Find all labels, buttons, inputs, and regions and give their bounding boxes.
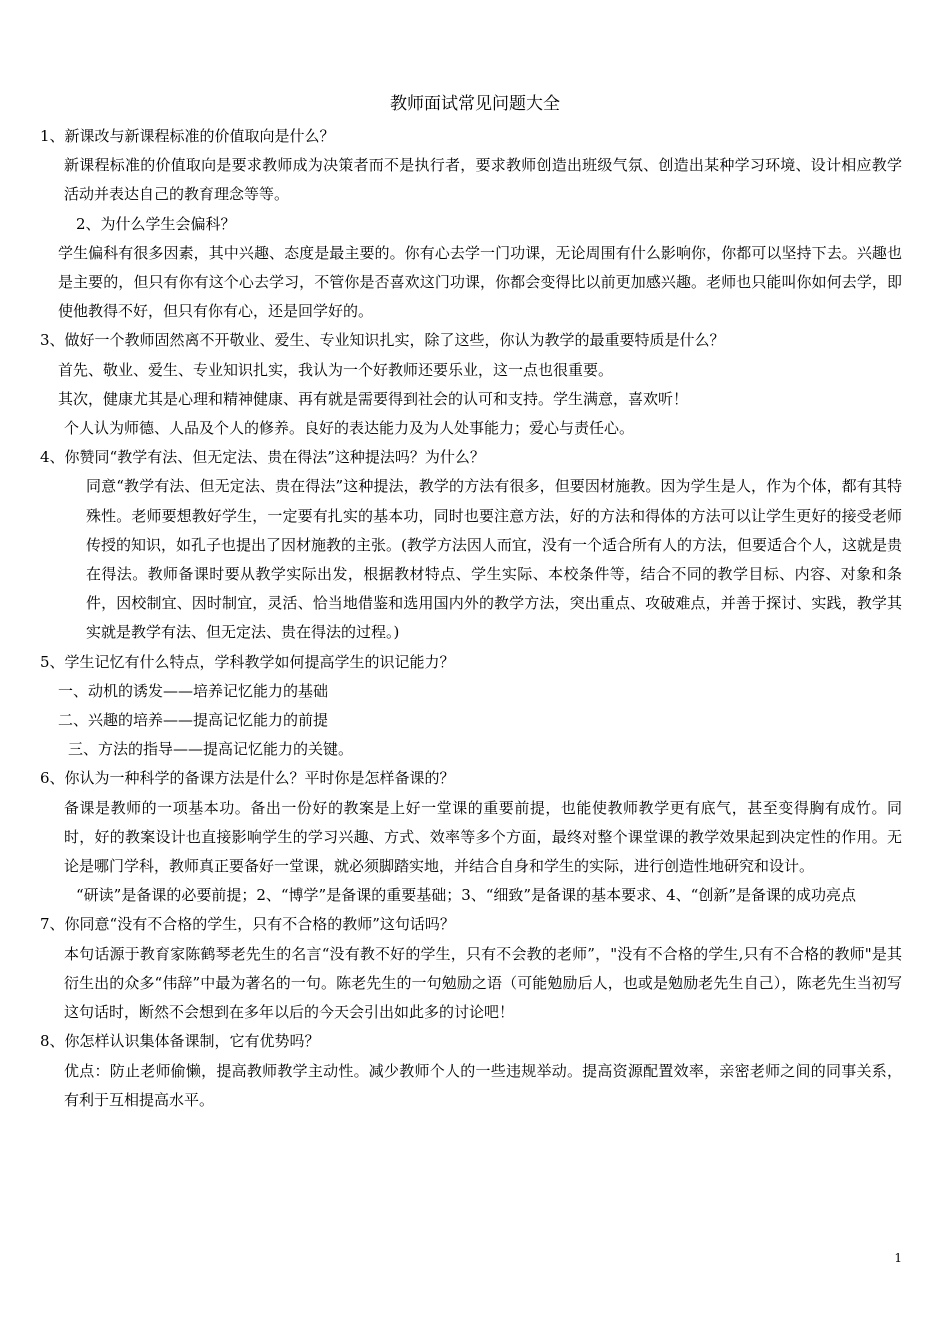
answer-5-item-2: 二、兴趣的培养——提高记忆能力的前提: [58, 711, 329, 730]
answer-6-paragraph-1: 备课是教师的一项基本功。备出一份好的教案是上好一堂课的重要前提，也能使教师教学更有底气，甚至变得胸有成竹。同时，好的教案设计也直接影响学生的学习兴趣、方式、效率等多个方面，最终对整个课堂课的教学效果起到决定性的作用。无论是哪门学科，教师真正要备好一堂课，就必须脚踏实地，并结合自身和学生的实际，进行创造性地研究和设计。: [64, 798, 902, 876]
answer-6-paragraph-2: “研读”是备课的必要前提；2、“博学”是备课的重要基础；3、“细致”是备课的基本要求、4、“创新”是备课的成功亮点: [76, 886, 856, 905]
answer-7-paragraph-1: 本句话源于教育家陈鹤琴老先生的名言“没有教不好的学生，只有不会教的老师”，"没有不合格的学生,只有不合格的教师"是其衍生出的众多“伟辞”中最为著名的一句。陈老先生的一句勉励之语（可能勉励后人，也或是勉励老先生自己），陈老先生当初写这句话时，断然不会想到在多年以后的今天会引出如此多的讨论吧！: [64, 944, 902, 1022]
question-6: 6、你认为一种科学的备课方法是什么？平时你是怎样备课的？: [40, 769, 455, 788]
question-4: 4、你赞同“教学有法、但无定法、贵在得法”这种提法吗？为什么？: [40, 448, 485, 467]
answer-5-item-1: 一、动机的诱发——培养记忆能力的基础: [58, 681, 329, 700]
question-7: 7、你同意“没有不合格的学生，只有不合格的教师”这句话吗？: [40, 915, 455, 934]
answer-5-item-3: 三、方法的指导——提高记忆能力的关键。: [68, 740, 354, 759]
answer-3-paragraph-3: 个人认为师德、人品及个人的修养。良好的表达能力及为人处事能力；爱心与责任心。: [64, 419, 635, 438]
document-title: 教师面试常见问题大全: [390, 94, 560, 114]
question-1: 1、新课改与新课程标准的价值取向是什么？: [40, 127, 335, 145]
answer-3-paragraph-1: 首先、敬业、爱生、专业知识扎实，我认为一个好教师还要乐业，这一点也很重要。: [58, 360, 614, 379]
document-body: [40, 122, 902, 1115]
answer-1-paragraph-1: 新课程标准的价值取向是要求教师成为决策者而不是执行者，要求教师创造出班级气氛、创造出某种学习环境、设计相应教学活动并表达自己的教育理念等等。: [64, 156, 902, 204]
question-8: 8、你怎样认识集体备课制，它有优势吗？: [40, 1032, 320, 1051]
page-number: 1: [894, 1251, 902, 1265]
question-5: 5、学生记忆有什么特点，学科教学如何提高学生的识记能力？: [40, 652, 455, 671]
answer-2-paragraph-1: 学生偏科有很多因素，其中兴趣、态度是最主要的。你有心去学一门功课，无论周围有什么影响你，你都可以坚持下去。兴趣也是主要的，但只有你有这个心去学习，不管你是否喜欢这门功课，你都会变得比以前更加感兴趣。老师也只能叫你如何去学，即使他教得不好，但只有你有心，还是回学好的。: [58, 243, 902, 321]
answer-4-paragraph-1: 同意“教学有法、但无定法、贵在得法”这种提法，教学的方法有很多，但要因材施教。因为学生是人，作为个体，都有其特殊性。老师要想教好学生，一定要有扎实的基本功，同时也要注意方法，好的方法和得体的方法可以让学生更好的接受老师传授的知识，如孔子也提出了因材施教的主张。(教学方法因人而宜，没有一个适合所有人的方法，但要适合个人，这就是贵在得法。教师备课时要从教学实际出发，根据教材特点、学生实际、本校条件等，结合不同的教学目标、内容、对象和条件，因校制宜、因时制宜，灵活、恰当地借鉴和选用国内外的教学方法，突出重点、攻破难点，并善于探讨、实践，教学其实就是教学有法、但无定法、贵在得法的过程。): [86, 477, 902, 642]
question-2: 2、为什么学生会偏科？: [76, 214, 236, 233]
answer-8-paragraph-1: 优点：防止老师偷懒，提高教师教学主动性。减少教师个人的一些违规举动。提高资源配置效率，亲密老师之间的同事关系，有利于互相提高水平。: [64, 1061, 902, 1109]
question-3: 3、做好一个教师固然离不开敬业、爱生、专业知识扎实，除了这些，你认为教学的最重要特质是什么？: [40, 331, 725, 350]
answer-3-paragraph-2: 其次，健康尤其是心理和精神健康、再有就是需要得到社会的认可和支持。学生满意，喜欢听！: [58, 389, 689, 408]
